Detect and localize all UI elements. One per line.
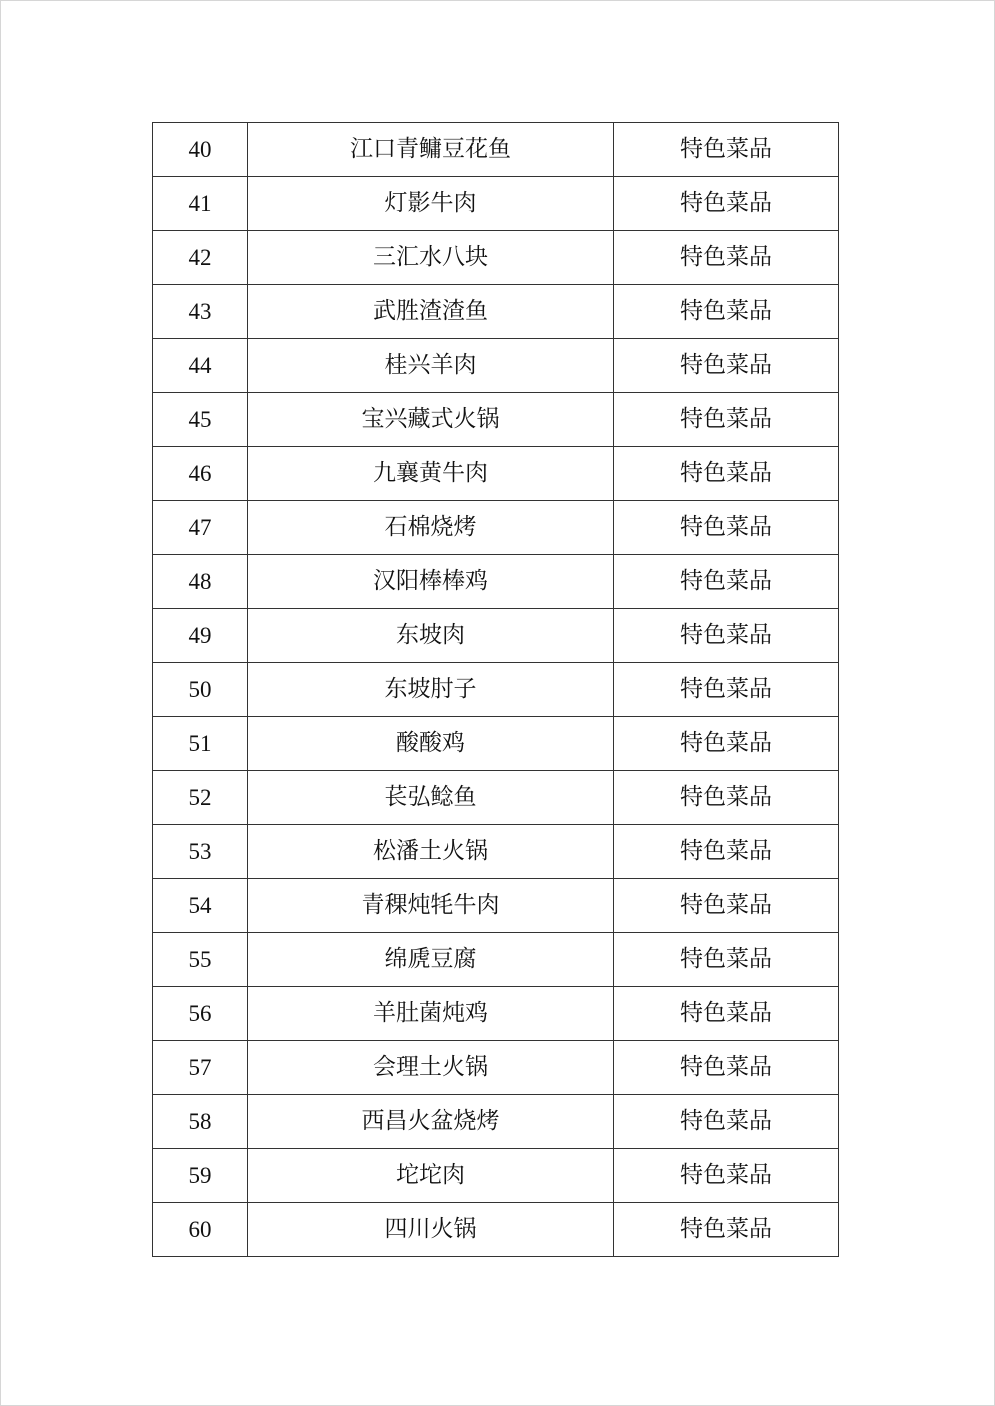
table-row <box>153 447 839 501</box>
row-number: 60 <box>153 1203 248 1257</box>
table-row <box>153 177 839 231</box>
dish-category: 特色菜品 <box>614 555 839 609</box>
row-number: 50 <box>153 663 248 717</box>
table-row <box>153 663 839 717</box>
row-number: 56 <box>153 987 248 1041</box>
dish-name: 江口青鳙豆花鱼 <box>248 123 614 177</box>
row-number: 46 <box>153 447 248 501</box>
dish-name: 青稞炖牦牛肉 <box>248 879 614 933</box>
row-number: 59 <box>153 1149 248 1203</box>
dish-category: 特色菜品 <box>614 663 839 717</box>
table-row <box>153 1095 839 1149</box>
dish-name: 苌弘鲶鱼 <box>248 771 614 825</box>
dish-name: 绵虒豆腐 <box>248 933 614 987</box>
table-row <box>153 609 839 663</box>
table-row <box>153 339 839 393</box>
table-row <box>153 393 839 447</box>
dish-category: 特色菜品 <box>614 177 839 231</box>
dish-category: 特色菜品 <box>614 771 839 825</box>
dish-category: 特色菜品 <box>614 987 839 1041</box>
dish-name: 宝兴藏式火锅 <box>248 393 614 447</box>
dish-name: 会理土火锅 <box>248 1041 614 1095</box>
table-body <box>153 123 839 1257</box>
row-number: 45 <box>153 393 248 447</box>
row-number: 58 <box>153 1095 248 1149</box>
row-number: 41 <box>153 177 248 231</box>
table-row <box>153 1041 839 1095</box>
table-row <box>153 123 839 177</box>
table-row <box>153 717 839 771</box>
dish-category: 特色菜品 <box>614 825 839 879</box>
row-number: 51 <box>153 717 248 771</box>
dish-category: 特色菜品 <box>614 501 839 555</box>
dish-name: 武胜渣渣鱼 <box>248 285 614 339</box>
row-number: 43 <box>153 285 248 339</box>
dish-name: 东坡肘子 <box>248 663 614 717</box>
dish-category: 特色菜品 <box>614 393 839 447</box>
dish-category: 特色菜品 <box>614 933 839 987</box>
table-row <box>153 1203 839 1257</box>
row-number: 49 <box>153 609 248 663</box>
table-row <box>153 285 839 339</box>
row-number: 55 <box>153 933 248 987</box>
table-row <box>153 555 839 609</box>
row-number: 48 <box>153 555 248 609</box>
dish-name: 桂兴羊肉 <box>248 339 614 393</box>
row-number: 47 <box>153 501 248 555</box>
row-number: 42 <box>153 231 248 285</box>
dish-table <box>152 122 839 1257</box>
table-row <box>153 933 839 987</box>
dish-category: 特色菜品 <box>614 1149 839 1203</box>
row-number: 44 <box>153 339 248 393</box>
dish-category: 特色菜品 <box>614 717 839 771</box>
row-number: 54 <box>153 879 248 933</box>
dish-category: 特色菜品 <box>614 339 839 393</box>
dish-name: 酸酸鸡 <box>248 717 614 771</box>
dish-category: 特色菜品 <box>614 285 839 339</box>
dish-name: 汉阳棒棒鸡 <box>248 555 614 609</box>
dish-category: 特色菜品 <box>614 1203 839 1257</box>
table-row <box>153 825 839 879</box>
dish-name: 西昌火盆烧烤 <box>248 1095 614 1149</box>
table-row <box>153 1149 839 1203</box>
dish-category: 特色菜品 <box>614 123 839 177</box>
row-number: 52 <box>153 771 248 825</box>
dish-name: 三汇水八块 <box>248 231 614 285</box>
table-row <box>153 231 839 285</box>
dish-category: 特色菜品 <box>614 1095 839 1149</box>
dish-name: 九襄黄牛肉 <box>248 447 614 501</box>
dish-category: 特色菜品 <box>614 1041 839 1095</box>
dish-category: 特色菜品 <box>614 231 839 285</box>
dish-name: 灯影牛肉 <box>248 177 614 231</box>
table-row <box>153 501 839 555</box>
table-row <box>153 879 839 933</box>
row-number: 57 <box>153 1041 248 1095</box>
row-number: 40 <box>153 123 248 177</box>
row-number: 53 <box>153 825 248 879</box>
dish-category: 特色菜品 <box>614 879 839 933</box>
dish-name: 羊肚菌炖鸡 <box>248 987 614 1041</box>
dish-name: 四川火锅 <box>248 1203 614 1257</box>
dish-name: 坨坨肉 <box>248 1149 614 1203</box>
dish-category: 特色菜品 <box>614 447 839 501</box>
dish-name: 东坡肉 <box>248 609 614 663</box>
dish-name: 松潘土火锅 <box>248 825 614 879</box>
dish-name: 石棉烧烤 <box>248 501 614 555</box>
dish-category: 特色菜品 <box>614 609 839 663</box>
table-row <box>153 987 839 1041</box>
table-row <box>153 771 839 825</box>
